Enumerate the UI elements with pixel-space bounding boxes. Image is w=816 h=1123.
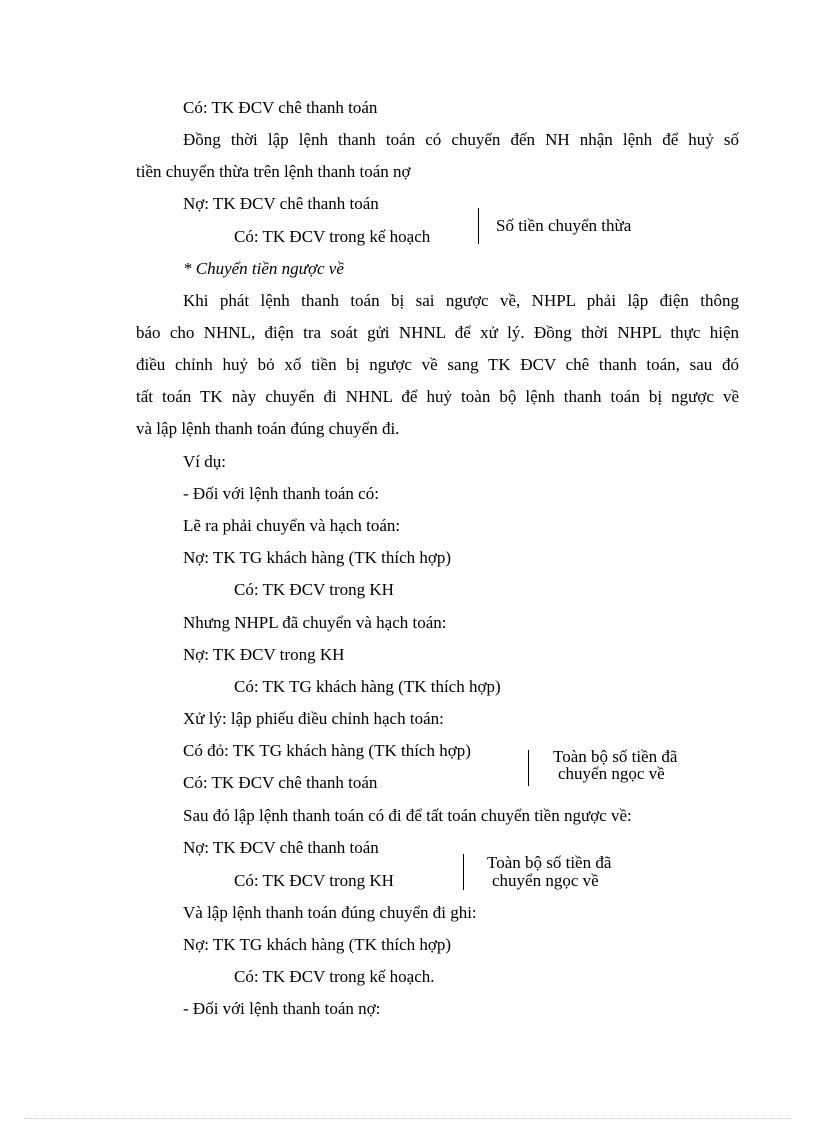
page-footer-divider <box>24 1118 792 1119</box>
text-line: Ví dụ: <box>183 452 226 471</box>
credit-entry: Có: TK ĐCV trong kế hoạch <box>234 227 431 246</box>
debit-entry: Nợ: TK TG khách hàng (TK thích hợp) <box>183 935 452 954</box>
bracket-line <box>528 750 529 786</box>
credit-entry: Có: TK TG khách hàng (TK thích hợp) <box>234 677 501 696</box>
text-line: Và lập lệnh thanh toán đúng chuyển đi ghi: <box>183 903 477 922</box>
credit-entry: Có: TK ĐCV trong KH <box>234 871 394 890</box>
text-line: Sau đó lập lệnh thanh toán có đi để tất toán chuyển tiền ngược về: <box>183 806 632 825</box>
debit-entry: Nợ: TK ĐCV chê thanh toán <box>183 838 379 857</box>
text-line: - Đối với lệnh thanh toán nợ: <box>183 999 381 1018</box>
paragraph-line: tiền chuyển thừa trên lệnh thanh toán nợ <box>136 162 411 181</box>
text-line: Nhưng NHPL đã chuyển và hạch toán: <box>183 613 447 632</box>
text-line: Xử lý: lập phiếu điều chỉnh hạch toán: <box>183 709 444 728</box>
text-line: - Đối với lệnh thanh toán có: <box>183 484 379 503</box>
credit-entry: Có: TK ĐCV trong kế hoạch. <box>234 967 435 986</box>
bracket-line <box>478 208 479 244</box>
paragraph-line: điều chỉnh huỷ bỏ xố tiền bị ngược về sang TK ĐCV chê thanh toán, sau đó <box>136 355 739 374</box>
bracket-line <box>463 854 464 890</box>
paragraph-line: Đồng thời lập lệnh thanh toán có chuyển đến NH nhận lệnh để huỷ số <box>183 130 739 149</box>
text-line: Có: TK ĐCV chê thanh toán <box>183 98 378 117</box>
side-note: Số tiền chuyển thừa <box>496 216 632 235</box>
credit-entry: Có đỏ: TK TG khách hàng (TK thích hợp) <box>183 741 471 760</box>
paragraph-line: tất toán TK này chuyển đi NHNL để huỷ toàn bộ lệnh thanh toán bị ngược về <box>136 387 739 406</box>
side-note: chuyển ngọc về <box>558 764 665 783</box>
text-line: Lẽ ra phải chuyển và hạch toán: <box>183 516 401 535</box>
side-note: chuyển ngọc về <box>492 871 599 890</box>
credit-entry: Có: TK ĐCV chê thanh toán <box>183 773 378 792</box>
side-note: Toàn bộ số tiền đã <box>487 853 612 872</box>
debit-entry: Nợ: TK ĐCV chê thanh toán <box>183 194 379 213</box>
paragraph-line: và lập lệnh thanh toán đúng chuyển đi. <box>136 419 400 438</box>
credit-entry: Có: TK ĐCV trong KH <box>234 580 394 599</box>
paragraph-line: Khi phát lệnh thanh toán bị sai ngược về, NHPL phải lập điện thông <box>183 291 739 310</box>
paragraph-line: báo cho NHNL, điện tra soát gửi NHNL để xử lý. Đồng thời NHPL thực hiện <box>136 323 739 342</box>
debit-entry: Nợ: TK ĐCV trong KH <box>183 645 345 664</box>
section-heading: * Chuyển tiền ngược về <box>183 259 344 278</box>
side-note: Toàn bộ số tiền đã <box>553 747 678 766</box>
debit-entry: Nợ: TK TG khách hàng (TK thích hợp) <box>183 548 452 567</box>
